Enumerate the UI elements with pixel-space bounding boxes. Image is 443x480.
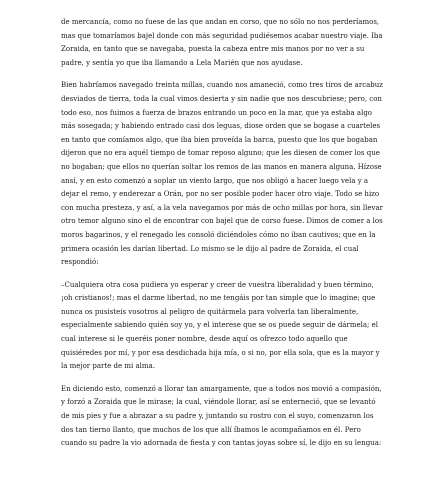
- paragraph: Bien habríamos navegado treinta millas, cuando nos amaneció, como tres tiros de arcabuz desviados de tierra, toda la cual vimos desierta y sin nadie que nos descubriese; pero, con todo eso, nos fuimos a fuerza de brazos entrando un poco en la mar, que ya estaba algo más sosegada; y habiendo entrado casi dos leguas, diose orden que se bogase a cuarteles en tanto que comíamos algo, que iba bien proveída la barca, puesto que los que bogaban dijeron que no era aquél tiempo de tomar reposo alguno; que les diesen de comer los que no bogaban; que ellos no querían soltar los remos de las manos en manera alguna. Hízose ansí, y en esto comenzó a soplar un viento largo, que nos obligó a hacer luego vela y a dejar el remo, y enderezar a Orán, por no ser posible poder hacer otro viaje. Todo se hizo con mucha presteza, y así, a la vela navegamos por más de ocho millas por hora, sin llevar otro temor alguno sino el de encontrar con bajel que de corso fuese. Dimos de comer a los moros bagarinos, y el renegado les consoló diciéndoles cómo no iban cautivos; que en la primera ocasión les darían libertad. Lo mismo se le dijo al padre de Zoraida, el cual respondió:: [61, 81, 383, 267]
- document-page: [61, 16, 383, 451]
- paragraph: En diciendo esto, comenzó a llorar tan amargamente, que a todos nos movió a compasión, y forzó a Zoraida que le mirase; la cual, viéndole llorar, así se enterneció, que se levantó de mis pies y fue a abrazar a su padre y, juntando su rostro con el suyo, comenzaron los dos tan tierno llanto, que muchos de los que allí íbamos le acompañamos en él. Pero cuando su padre la vio adornada de fiesta y con tantas joyas sobre sí, le dijo en su lengua:: [61, 384, 382, 448]
- paragraph: –Cualquiera otra cosa pudiera yo esperar y creer de vuestra liberalidad y buen término, ¡oh cristianos!; mas el darme libertad, no me tengáis por tan simple que lo imagine; que nunca os pusisteis vosotros al peligro de quitármela para volverla tan liberalmente, especialmente sabiendo quién soy yo, y el interese que se os puede seguir de dármela; el cual interese si le queréis poner nombre, desde aquí os ofrezco todo aquello que quisiéredes por mí, y por esa desdichada hija mía, o si no, por ella sola, que es la mayor y la mejor parte de mi alma.: [61, 280, 380, 371]
- paragraph: de mercancía, como no fuese de las que andan en corso, que no sólo no nos perderíamos, mas que tomaríamos bajel donde con más seguridad pudiésemos acabar nuestro viaje. Iba Zoraida, en tanto que se navegaba, puesta la cabeza entre mis manos por no ver a su padre, y sentía yo que iba llamando a Lela Marién que nos ayudase.: [61, 18, 383, 67]
